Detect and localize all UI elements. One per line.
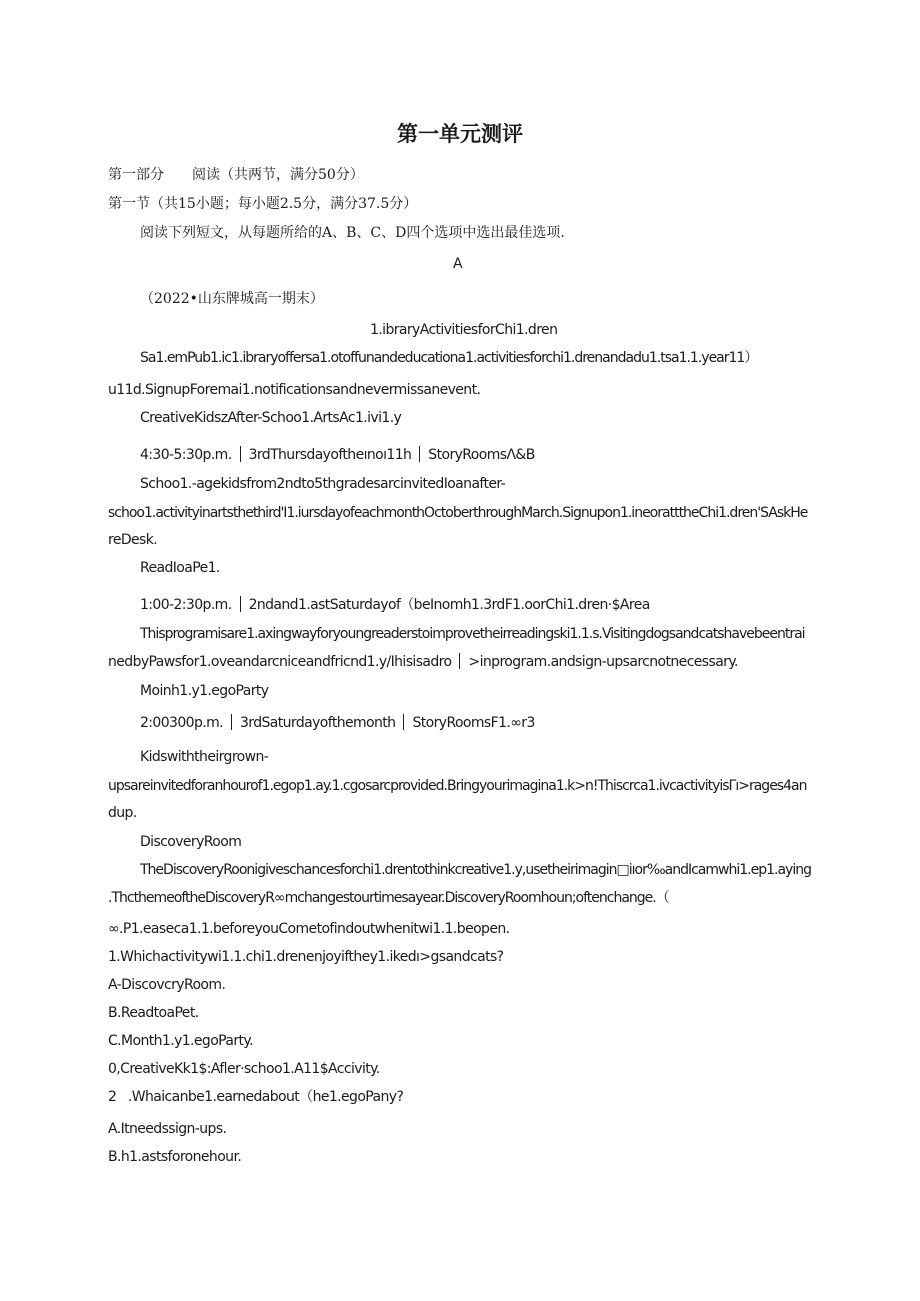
intro-line: u11d.SignupForemai1.notificationsandnevermissanevent. <box>108 382 481 398</box>
activity-day: 3rdSaturdayofthemonth <box>240 715 396 731</box>
activity-desc: reDesk. <box>108 532 158 548</box>
passage-label: A <box>453 256 463 272</box>
intro-line: Sa1.emPub1.ic1.ibraryoffersa1.otoffunandeducationa1.activitiesforchi1.drenandadu1.tsa1.1.year11） <box>140 350 758 366</box>
activity-desc: TheDiscoveryRoonigiveschancesforchi1.drentothinkcreative1.y,usetheirimagin□iıor‰andIcamwhi1.ep1.aying <box>140 862 811 878</box>
separator <box>240 596 241 612</box>
passage-title: 1.ibraryActivitiesforChi1.dren <box>370 322 558 338</box>
activity-time: 2:00300p.m. <box>140 715 223 731</box>
passage-source: （2022•山东牌城高一期末） <box>140 291 324 307</box>
activity-desc: .ThcthemeoftheDiscoveryR∞mchangestourtimesayear.DiscoveryRoomhoun;oftenchange.（ <box>108 890 669 906</box>
activity-name: DiscoveryRoom <box>140 834 242 850</box>
activity-desc-part: nedbyPawsfor1.oveandarcniceandfricnd1.y/Ihisisadro <box>108 654 452 670</box>
activity-schedule <box>140 446 535 464</box>
activity-name: CreativeKidszAfter-Schoo1.ArtsAc1.ivi1.y <box>140 410 402 426</box>
activity-day: 3rdThursdayoftheınoı11h <box>248 447 412 463</box>
question-number: 2 <box>108 1089 117 1105</box>
activity-day: 2ndand1.astSaturdayof（beInomh1.3rdF1.oorChi1.dren·$Area <box>248 597 650 613</box>
question-option: A-DiscovcryRoom. <box>108 977 226 993</box>
question-option: B.h1.astsforonehour. <box>108 1149 242 1165</box>
question-option: B.ReadtoaPet. <box>108 1005 199 1021</box>
question-option: A.Itneedssign-ups. <box>108 1121 227 1137</box>
activity-place: StoryRoomsΛ&B <box>428 447 535 463</box>
activity-schedule <box>140 596 650 614</box>
part-heading: 第一部分 阅读（共两节，满分50分） <box>108 167 364 183</box>
activity-desc: dup. <box>108 805 137 821</box>
question-stem: 1.Whichactivitywi1.1.chi1.drenenjoyifthey1.ikedı>gsandcats? <box>108 949 504 965</box>
question-stem <box>108 1088 403 1106</box>
activity-desc: Schoo1.-agekidsfrom2ndto5thgradesarcinvitedIoanafter- <box>140 476 506 492</box>
activity-desc-part: >inprogram.andsign-upsarcnotnecessary. <box>468 654 738 670</box>
separator <box>231 714 232 730</box>
separator <box>419 446 420 462</box>
instruction: 阅读下列短文，从每题所给的A、B、C、D四个选项中选出最佳选项. <box>140 225 565 241</box>
section-heading: 第一节（共15小题；每小题2.5分，满分37.5分） <box>108 196 418 212</box>
activity-desc: schoo1.activityinartsthethird'I1.iursdayofeachmonthOctoberthroughMarch.Signupon1.ineoratttheChi1.dren'SAskHe <box>108 505 808 521</box>
activity-desc: Kidswiththeirgrown- <box>140 749 269 765</box>
activity-time: 1:00-2:30p.m. <box>140 597 232 613</box>
separator <box>459 653 460 669</box>
activity-name: Moinh1.y1.egoParty <box>140 683 269 699</box>
activity-place: StoryRoomsF1.∞r3 <box>412 715 535 731</box>
activity-time: 4:30-5:30p.m. <box>140 447 232 463</box>
question-option: 0,CreativeKk1$:Afler·schoo1.A11$Accivity. <box>108 1061 380 1077</box>
activity-desc: ∞.P1.easeca1.1.beforeyouCometofindoutwhenitwi1.1.beopen. <box>108 921 510 937</box>
activity-desc: Thisprogramisare1.axingwayforyoungreaderstoimprovetheirreadingski1.1.s.Visitingdogsandcatshavebeentrai <box>140 626 805 642</box>
activity-desc: upsareinvitedforanhourof1.egop1.ay.1.cgosarcprovided.Bringyourimagina1.k>n!Thiscrca1.ivcactivityisΓı>rages4an <box>108 778 807 794</box>
activity-name: ReadIoaPe1. <box>140 560 220 576</box>
activity-schedule <box>140 714 535 732</box>
activity-desc <box>108 653 738 671</box>
question-text: .Whaicanbe1.earnedabout（he1.egoPany? <box>127 1089 404 1105</box>
page-title: 第一单元测评 <box>397 122 523 146</box>
question-option: C.Month1.y1.egoParty. <box>108 1033 253 1049</box>
separator <box>240 446 241 462</box>
separator <box>403 714 404 730</box>
